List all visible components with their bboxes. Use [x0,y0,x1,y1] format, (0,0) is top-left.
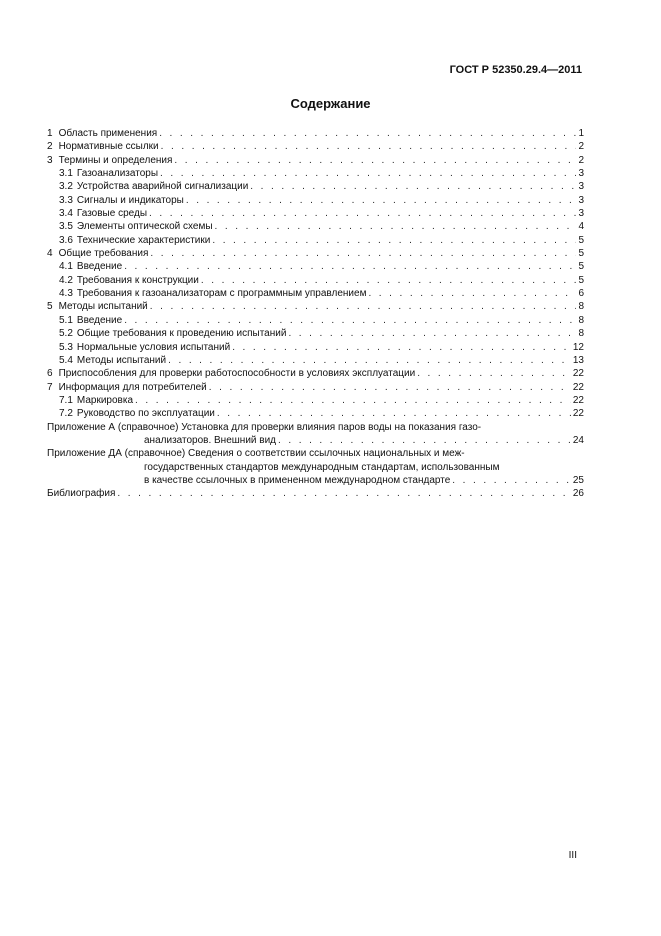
toc-entry-3[interactable] [47,154,584,167]
toc-number: 3.3 [59,194,73,206]
toc-entry-4-1[interactable] [47,260,584,273]
toc-label: Термины и определения [58,154,173,166]
toc-label: Область применения [58,128,158,139]
dot-leader [186,194,577,207]
toc-label: Нормативные ссылки [58,141,159,153]
toc-title: Содержание [290,96,371,111]
toc-label: Маркировка [76,394,134,406]
toc-label: Введение [76,314,123,326]
toc-entry-3-4[interactable] [47,207,584,220]
toc-label: Элементы оптической схемы [76,221,213,233]
dot-leader [117,487,570,500]
toc-label: Нормальные условия испытаний [76,341,231,353]
toc-page: 3 [578,181,584,193]
toc-page: 22 [572,394,584,406]
toc-label: Методы испытаний [58,301,148,313]
toc-label: Газовые среды [76,208,148,220]
toc-page: 24 [572,434,584,446]
toc-entry-bibliography[interactable] [47,487,584,500]
toc-label: Требования к конструкции [76,274,199,286]
dot-leader [159,127,576,140]
dot-leader [150,247,576,260]
annex-da-line-3: в качестве ссылочных в примененном международном стандарте [144,474,451,486]
toc-entry-5-2[interactable] [47,327,584,340]
dot-leader [124,314,576,327]
toc-entry-5-3[interactable] [47,341,584,354]
toc-label: Устройства аварийной сигнализации [76,181,249,193]
dot-leader [124,260,576,273]
toc-number: 6 [47,368,53,380]
dot-leader [232,341,571,354]
toc-page: 3 [578,194,584,206]
dot-leader [212,234,576,247]
dot-leader [161,140,577,153]
toc-label: Библиография [47,488,116,500]
page-number: III [568,850,577,861]
annex-da-line-1: Приложение ДА (справочное) Сведения о соответствии ссылочных национальных и меж- [47,448,465,460]
dot-leader [288,327,576,340]
toc-page: 5 [578,234,584,246]
dot-leader [201,274,577,287]
toc-page: 8 [578,328,584,340]
toc-entry-annex-a[interactable] [47,421,584,448]
toc-entry-4-2[interactable] [47,274,584,287]
toc-entry-4[interactable] [47,247,584,260]
toc-number: 3.4 [59,208,73,220]
annex-da-line-2: государственных стандартов международным стандартам, использованным [144,461,500,473]
toc-entry-5-4[interactable] [47,354,584,367]
toc-label: Приспособления для проверки работоспособности в условиях эксплуатации [58,368,416,380]
toc-page: 1 [578,128,584,139]
toc-number: 2 [47,141,53,153]
toc-page: 5 [578,248,584,260]
toc-page: 6 [578,288,584,300]
toc-number: 3.5 [59,221,73,233]
toc-label: Руководство по эксплуатации [76,408,215,420]
dot-leader [209,381,571,394]
toc-label: Газоанализаторы [76,168,159,180]
toc-page: 5 [578,274,584,286]
dot-leader [150,300,577,313]
toc-page: 26 [572,488,584,500]
dot-leader [160,167,576,180]
toc-page: 8 [578,301,584,313]
toc-page: 25 [572,474,584,486]
toc-number: 5.4 [59,354,73,366]
toc-number: 4 [47,248,53,260]
toc-page: 2 [578,154,584,166]
toc-page: 22 [572,408,584,420]
dot-leader [168,354,571,367]
toc-entry-5[interactable] [47,300,584,313]
toc-number: 1 [47,128,53,139]
toc-entry-6[interactable] [47,367,584,380]
dot-leader [135,394,571,407]
toc-entry-3-2[interactable] [47,180,584,193]
toc-entry-annex-da[interactable] [47,447,584,487]
toc-page: 2 [578,141,584,153]
dot-leader [368,287,576,300]
dot-leader [215,220,577,233]
toc-label: Методы испытаний [76,354,167,366]
toc-number: 4.1 [59,261,73,273]
toc-entry-5-1[interactable] [47,314,584,327]
toc-number: 3.1 [59,168,73,180]
toc-entry-4-3[interactable] [47,287,584,300]
toc-entry-2[interactable] [47,140,584,153]
toc-entry-7-1[interactable] [47,394,584,407]
toc-entry-3-5[interactable] [47,220,584,233]
toc-page: 22 [572,368,584,380]
toc-page: 3 [578,168,584,180]
toc-number: 5.3 [59,341,73,353]
toc-label: Общие требования [58,248,149,260]
toc-number: 7.2 [59,408,73,420]
document-code: ГОСТ Р 52350.29.4—2011 [449,64,582,76]
toc-page: 22 [572,381,584,393]
dot-leader [278,434,571,447]
toc-page: 13 [572,354,584,366]
toc-label: Введение [76,261,123,273]
toc-number: 4.2 [59,274,73,286]
dot-leader [174,154,576,167]
toc-number: 3.2 [59,181,73,193]
dot-leader [452,474,571,487]
toc-number: 7 [47,381,53,393]
toc-entry-1[interactable] [47,127,584,140]
toc-label: Информация для потребителей [58,381,207,393]
table-of-contents [47,127,584,501]
toc-entry-7-2[interactable] [47,407,584,420]
toc-number: 4.3 [59,288,73,300]
toc-number: 5.2 [59,328,73,340]
toc-label: Общие требования к проведению испытаний [76,328,287,340]
toc-number: 5.1 [59,314,73,326]
toc-page: 3 [578,208,584,220]
toc-label: Требования к газоанализаторам с программным управлением [76,288,367,300]
toc-page: 12 [572,341,584,353]
toc-number: 3 [47,154,53,166]
toc-number: 3.6 [59,234,73,246]
toc-label: Технические характеристики [76,234,211,246]
toc-page: 4 [578,221,584,233]
toc-label: Сигналы и индикаторы [76,194,184,206]
dot-leader [250,180,576,193]
toc-entry-3-3[interactable] [47,194,584,207]
dot-leader [417,367,571,380]
annex-a-line-1: Приложение А (справочное) Установка для проверки влияния паров воды на показания газо- [47,421,482,433]
toc-page: 8 [578,314,584,326]
toc-entry-3-6[interactable] [47,234,584,247]
toc-page: 5 [578,261,584,273]
toc-number: 7.1 [59,394,73,406]
toc-entry-7[interactable] [47,381,584,394]
annex-a-line-2: анализаторов. Внешний вид [144,434,276,446]
dot-leader [217,407,571,420]
toc-entry-3-1[interactable] [47,167,584,180]
toc-number: 5 [47,301,53,313]
dot-leader [149,207,576,220]
